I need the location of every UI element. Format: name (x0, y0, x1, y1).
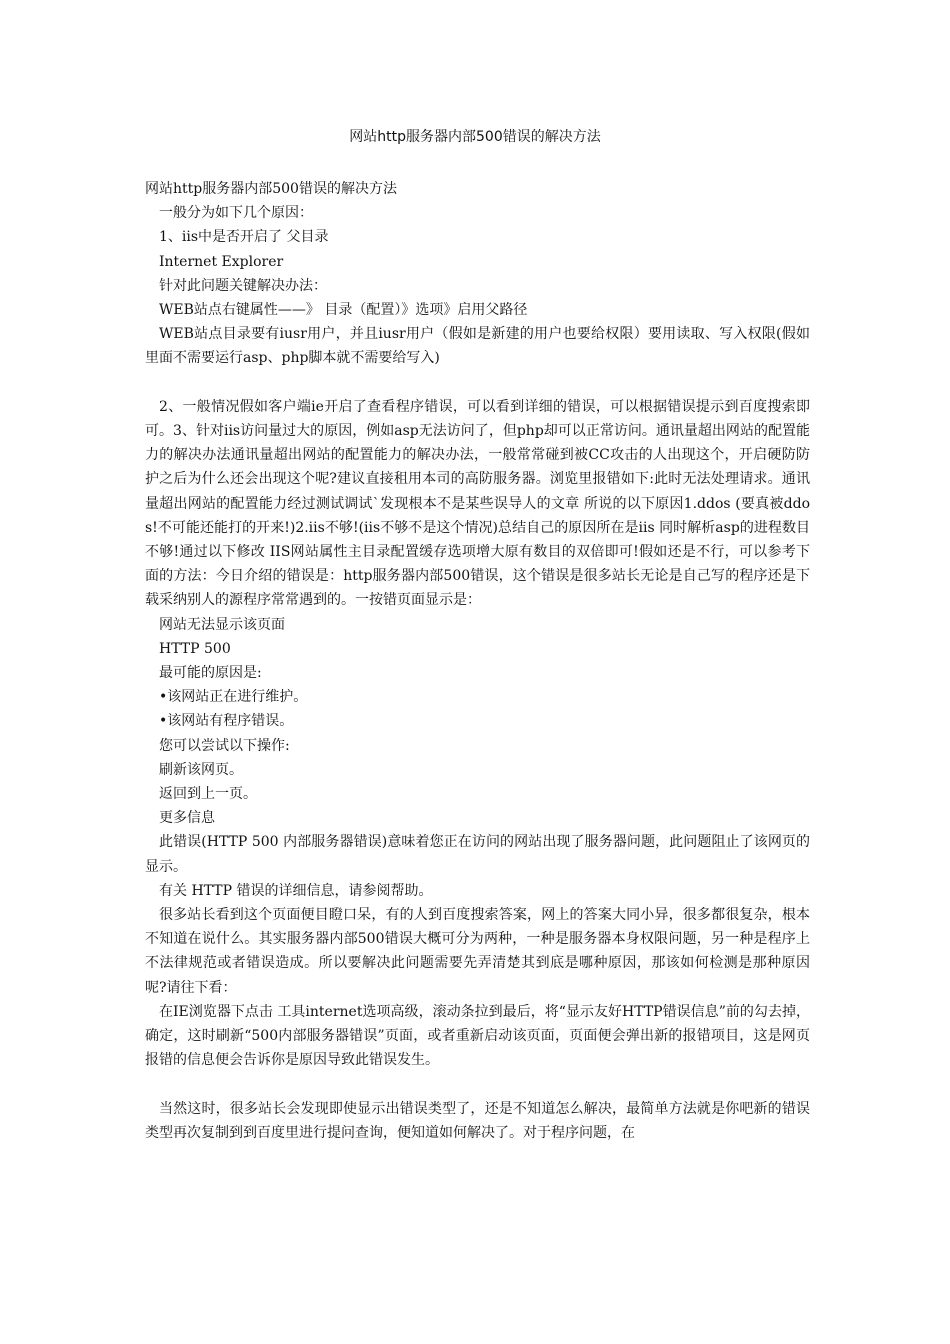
paragraph: •该网站正在进行维护。 (159, 689, 308, 706)
paragraph: HTTP 500 (159, 640, 231, 657)
paragraph: 2、一般情况假如客户端ie开启了查看程序错误，可以看到详细的错误，可以根据错误提示到百度搜索即可。3、针对iis访问量过大的原因，例如asp无法访问了，但php却可以正常访问。通讯量超出网站的配置能力的解决办法通讯量超出网站的配置能力的解决办法，一般常常碰到被CC攻击的人出现这个，开启硬防防护之后为什么还会出现这个呢?建议直接租用本司的高防服务器。浏览里报错如下:此时无法处理请求。通讯量超出网站的配置能力经过测试调试`发现根本不是某些误导人的文章 所说的以下原因1.ddos (要真被ddos!不可能还能打的开来!)2.iis不够!(iis不够不是这个情况)总结自己的原因所在是iis 同时解析asp的进程数目不够!通过以下修改 IIS网站属性主目录配置缓存选项增大原有数目的双倍即可!假如还是不行，可以参考下面的方法：今日介绍的错误是：http服务器内部500错误，这个错误是很多站长无论是自己写的程序还是下载采纳别人的源程序常常遇到的。一按错页面显示是： (145, 398, 810, 609)
paragraph: 网站无法显示该页面 (159, 616, 285, 633)
paragraph: 最可能的原因是: (159, 665, 262, 682)
paragraph: 针对此问题关键解决办法： (159, 277, 327, 294)
paragraph: 当然这时，很多站长会发现即使显示出错误类型了，还是不知道怎么解决，最简单方法就是你吧新的错误类型再次复制到到百度里进行提问查询，便知道如何解决了。对于程序问题，在 (145, 1100, 810, 1141)
paragraph: Internet Explorer (159, 253, 284, 270)
blank-line (145, 371, 810, 395)
paragraph: •该网站有程序错误。 (159, 713, 294, 730)
document-title: 网站http服务器内部500错误的解决方法 (349, 129, 601, 145)
paragraph: 您可以尝试以下操作: (159, 737, 290, 754)
paragraph: 更多信息 (159, 810, 215, 827)
paragraph: 1、iis中是否开启了 父目录 (159, 229, 329, 246)
paragraph: 网站http服务器内部500错误的解决方法 (145, 181, 397, 197)
paragraph: 一般分为如下几个原因： (159, 205, 313, 222)
paragraph: 此错误(HTTP 500 内部服务器错误)意味着您正在访问的网站出现了服务器问题，此问题阻止了该网页的显示。 (145, 834, 810, 875)
paragraph: 返回到上一页。 (159, 786, 257, 803)
paragraph: 在IE浏览器下点击 工具internet选项高级，滚动条拉到最后，将“显示友好HTTP错误信息”前的勾去掉，确定，这时刷新“500内部服务器错误”页面，或者重新启动该页面，页面便会弹出新的报错项目，这是网页报错的信息便会告诉你是原因导致此错误发生。 (145, 1003, 810, 1069)
paragraph: 很多站长看到这个页面便目瞪口呆，有的人到百度搜索答案，网上的答案大同小异，很多都很复杂，根本不知道在说什么。其实服务器内部500错误大概可分为两种，一种是服务器本身权限问题，另一种是程序上不法律规范或者错误造成。所以要解决此问题需要先弄清楚其到底是哪种原因，那该如何检测是那种原因呢?请往下看： (145, 907, 810, 996)
document-body (145, 177, 810, 1145)
paragraph: 刷新该网页。 (159, 761, 243, 778)
blank-line (145, 1073, 810, 1097)
paragraph: WEB站点目录要有iusr用户，并且iusr用户（假如是新建的用户也要给权限）要用读取、写入权限(假如里面不需要运行asp、php脚本就不需要给写入) (145, 326, 810, 367)
paragraph: 有关 HTTP 错误的详细信息，请参阅帮助。 (159, 882, 433, 899)
paragraph: WEB站点右键属性——》 目录（配置）》选项》启用父路径 (159, 302, 528, 319)
